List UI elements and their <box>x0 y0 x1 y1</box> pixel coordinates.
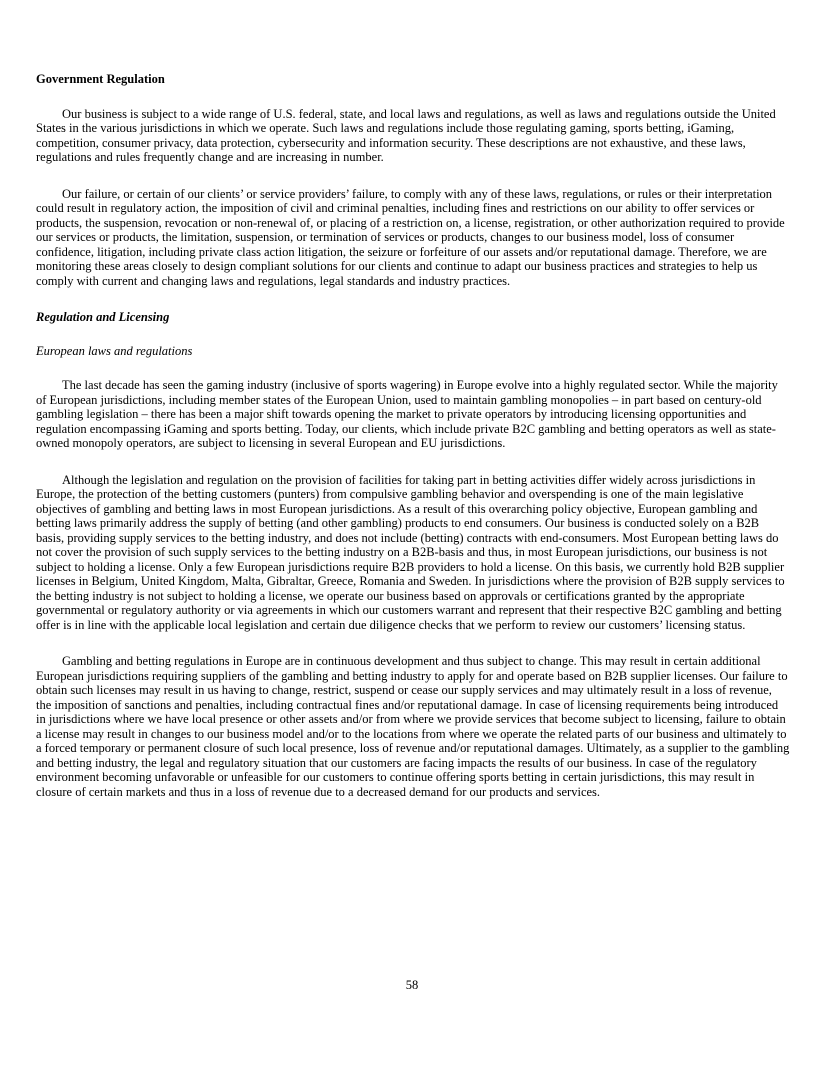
paragraph-betting-legislation-b2b: Although the legislation and regulation on the provision of facilities for taking part in betting activities differ widely across jurisdictions in Europe, the protection of the betting customers (punters) from compulsive gambling behavior and overspending is one of the main legislative objectives of gambling and betting laws in most European jurisdictions. As a result of this overarching policy objective, European gambling and betting laws primarily address the supply of betting (and other gambling) products to end consumers. Our business is conducted solely on a B2B basis, providing supply services to the betting industry, and does not include (betting) contracts with end-consumers. Most European betting laws do not cover the provision of such supply services to the betting industry on a B2B-basis and thus, in most European jurisdictions, our business is not subject to holding a license. Only a few European jurisdictions require B2B providers to hold a license. On this basis, we currently hold B2B supplier licenses in Belgium, United Kingdom, Malta, Gibraltar, Greece, Romania and Sweden. In jurisdictions where the provision of B2B supply services to the betting industry is not subject to holding a license, we operate our business based on approvals or certifications granted by the appropriate governmental or regulatory authority or via agreements in which our customers warrant and represent that their respective B2C gambling and betting offer is in line with the applicable local legislation and certain due diligence checks that we perform to review our customers’ licensing status. <box>36 472 785 632</box>
subheading-european-laws-and-regulations: European laws and regulations <box>36 343 193 358</box>
paragraph-european-gaming-industry: The last decade has seen the gaming industry (inclusive of sports wagering) in Europe evolve into a highly regulated sector. While the majority of European jurisdictions, including member states of the European Union, used to maintain gambling monopolies – in part based on century-old gambling legislation – there has been a major shift towards opening the market to private operators by introducing licensing opportunities and regulation encompassing iGaming and sports betting. Today, our clients, which include private B2C gambling and betting operators as well as state-owned monopoly operators, are subject to licensing in several European and EU jurisdictions. <box>36 378 778 450</box>
page-number: 58 <box>405 978 419 992</box>
paragraph-regulations-development-risk: Gambling and betting regulations in Europe are in continuous development and thus subject to change. This may result in certain additional European jurisdictions requiring suppliers of the gambling and betting industry to apply for and operate based on B2B supplier licenses. Our failure to obtain such licenses may result in us having to change, restrict, suspend or cease our supply services and may ultimately result in a loss of revenue, the imposition of sanctions and penalties, including contractual fines and/or reputational damage. In case of licensing requirements being introduced in jurisdictions where we have local presence or other assets and/or from where we provide services that become subject to licensing, failure to obtain a license may result in changes to our business model and/or to the locations from where we operate the related parts of our business and ultimately to a forced temporary or permanent closure of such local presence, loss of revenue and/or reputational damages. Ultimately, as a supplier to the gambling and betting industry, the legal and regulatory situation that our customers are facing impacts the results of our business. In case of the regulatory environment becoming unfavorable or unfeasible for our customers to continue offering sports betting in certain jurisdictions, this may result in closure of certain markets and thus in a loss of revenue due to a decreased demand for our products and services. <box>36 654 790 799</box>
heading-government-regulation: Government Regulation <box>36 72 165 86</box>
paragraph-us-laws-overview: Our business is subject to a wide range of U.S. federal, state, and local laws and regulations, as well as laws and regulations outside the United States in the various jurisdictions in which we operate. Such laws and regulations include those regulating gaming, sports betting, iGaming, competition, consumer privacy, data protection, cybersecurity and information security. These descriptions are not exhaustive, and these laws, regulations and rules frequently change and are increasing in number. <box>36 106 776 164</box>
paragraph-failure-consequences: Our failure, or certain of our clients’ or service providers’ failure, to comply with any of these laws, regulations, or rules or their interpretation could result in regulatory action, the imposition of civil and criminal penalties, including fines and restrictions on our ability to offer services or products, the suspension, revocation or non-renewal of, or placing of a restriction on, a license, registration, or other authorization required to provide our services or products, the limitation, suspension, or termination of services or products, changes to our business model, loss of consumer confidence, litigation, including private class action litigation, the seizure or forfeiture of our assets and/or reputational damage. Therefore, we are monitoring these areas closely to design compliant solutions for our clients and continue to adapt our business practices and strategies to help us comply with current and changing laws and regulations, legal standards and industry practices. <box>36 186 785 288</box>
heading-regulation-and-licensing: Regulation and Licensing <box>36 310 170 324</box>
document-content <box>36 72 790 821</box>
